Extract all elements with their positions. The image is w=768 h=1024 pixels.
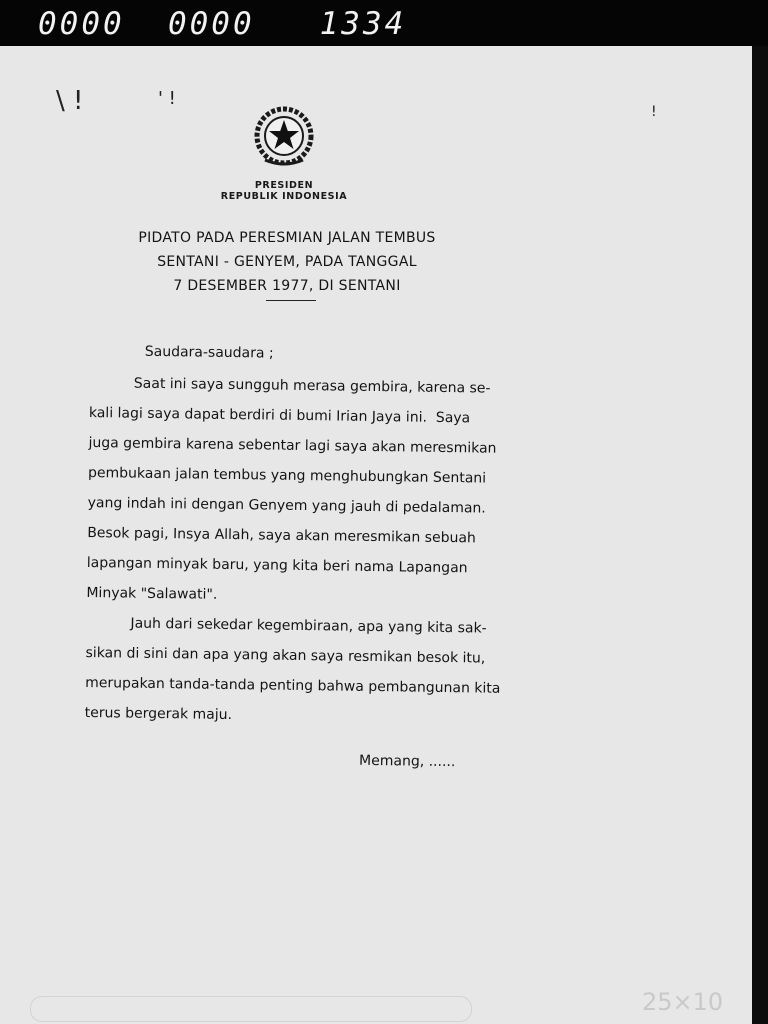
film-edge bbox=[752, 46, 768, 1024]
title-line-2: SENTANI - GENYEM, PADA TANGGAL bbox=[157, 254, 417, 270]
frame-counter: 0000 0000 1334 bbox=[38, 6, 407, 42]
letterhead-line-1: PRESIDEN bbox=[254, 180, 314, 191]
title-line-3: 7 DESEMBER 1977, DI SENTANI bbox=[173, 278, 401, 294]
body-line: Besok pagi, Insya Allah, saya akan meresmikan sebuah bbox=[87, 524, 476, 547]
title-underline bbox=[266, 300, 316, 301]
body-line: juga gembira karena sebentar lagi saya akan meresmikan bbox=[88, 434, 497, 457]
body-line: yang indah ini dengan Genyem yang jauh di pedalaman. bbox=[87, 494, 486, 517]
speech-body bbox=[84, 336, 500, 778]
presidential-emblem-icon bbox=[251, 106, 317, 170]
body-line: merupakan tanda-tanda penting bahwa pembangunan kita bbox=[85, 674, 501, 697]
letterhead bbox=[180, 180, 388, 202]
body-line: Jauh dari sekedar kegembiraan, apa yang kita sak- bbox=[85, 614, 487, 637]
scan-artifact bbox=[30, 996, 472, 1022]
letterhead-line-2: REPUBLIK INDONESIA bbox=[220, 191, 348, 202]
title-line-1: PIDATO PADA PERESMIAN JALAN TEMBUS bbox=[138, 230, 436, 246]
body-line: Saat ini saya sungguh merasa gembira, karena se- bbox=[89, 374, 491, 397]
margin-mark-right: ! bbox=[651, 104, 657, 120]
body-line: pembukaan jalan tembus yang menghubungkan Sentani bbox=[87, 464, 487, 487]
film-strip bbox=[0, 0, 768, 46]
body-line: terus bergerak maju. bbox=[84, 704, 233, 724]
salutation: Saudara-saudara ; bbox=[144, 343, 274, 362]
speech-title bbox=[112, 226, 462, 298]
margin-mark-left: \ ! bbox=[56, 86, 84, 116]
body-line: Minyak "Salawati". bbox=[86, 584, 218, 603]
closing-line: Memang, ...... bbox=[358, 752, 456, 771]
frame-stamp: 25×10 bbox=[642, 988, 724, 1016]
document-page bbox=[0, 46, 752, 1024]
margin-mark-mid: ' ! bbox=[158, 88, 176, 109]
body-line: sikan di sini dan apa yang akan saya resmikan besok itu, bbox=[85, 644, 486, 667]
body-line: lapangan minyak baru, yang kita beri nama Lapangan bbox=[86, 554, 468, 577]
body-line: kali lagi saya dapat berdiri di bumi Irian Jaya ini. Saya bbox=[88, 404, 471, 427]
